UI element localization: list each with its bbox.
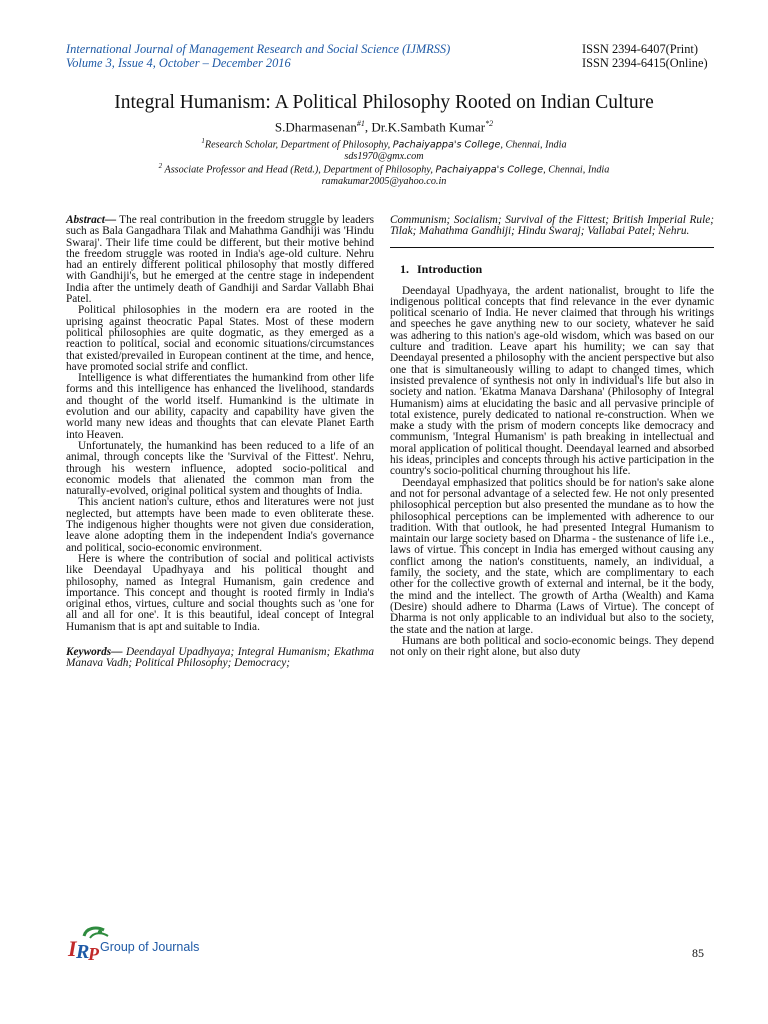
intro-paragraph: Deendayal emphasized that politics should be for nation's sake alone and not for personal advantage of a selected few. He not only presented philosophical perception but also presented the mundane as to how the philosophical perceptions can be implemented with adherence to our tradition. With that outlook, he had presented Integral Humanism to maintain our large society based on Dharma - the sustenance of life i.e., laws of virtue. This concept in India has emerged without causing any conflict among the nation's constituents, namely, an individual, a family, the society, and the state, which are complimentary to each other for the collective growth of external and internal, be it the body, the mind and the intellect. The growth of Artha (Wealth) and Kama (Desire) should adhere to Dharma (Laws of Virtue). The concept of Dharma is not only applicable to an individual but also to the society, the state and the nation at large. bbox=[390, 476, 714, 636]
affiliation-2-location: , Chennai, India bbox=[543, 164, 610, 176]
page-number: 85 bbox=[692, 946, 704, 960]
keywords-paragraph bbox=[66, 647, 374, 670]
section-number: 1. bbox=[400, 261, 409, 276]
abstract-paragraph bbox=[66, 215, 374, 305]
issn-online: ISSN 2394-6415(Online) bbox=[582, 56, 708, 70]
section-title: Introduction bbox=[417, 261, 483, 276]
issn-block bbox=[582, 42, 708, 70]
right-column bbox=[390, 215, 714, 658]
publisher-name: Group of Journals bbox=[100, 940, 200, 954]
abstract-label: Abstract— bbox=[66, 214, 117, 226]
svg-text:P: P bbox=[88, 944, 99, 964]
affiliation-2-text: Associate Professor and Head (Retd.), Department of Philosophy, bbox=[162, 164, 436, 176]
author-line bbox=[0, 116, 768, 134]
journal-header bbox=[66, 42, 450, 70]
intro-paragraph: Humans are both political and socio-economic beings. They depend not only on their right alone, but also duty bbox=[390, 634, 714, 659]
svg-text:I: I bbox=[68, 936, 77, 961]
affiliation-1-location: , Chennai, India bbox=[500, 139, 567, 151]
abstract-text: The real contribution in the freedom struggle by leaders such as Bala Gangadhara Tilak and Mahathma Gandhiji was 'Hindu Swaraj'. Their life time could be different, but their motive behind the freedom struggle was rooted in India's age-old culture. Nehru had an entirely different political philosophy that mostly differed with Gandhiji's, but he emerged at the centre stage in independent India after the untimely death of Gandhiji and Sardar Vallabh Bhai Patel. bbox=[66, 214, 374, 306]
abstract-paragraph: Unfortunately, the humankind has been reduced to a life of an animal, through concepts like the 'Survival of the Fittest'. Nehru, through his western influence, adopted socio-political and economic models that alienated the common man from the naturally-evolved, original political system and thoughts of India. bbox=[66, 439, 374, 498]
intro-paragraph: Deendayal Upadhyaya, the ardent nationalist, brought to life the indigenous political concepts that find relevance in the ever dynamic political scenario of India. He never claimed that through his writings and speeches he gave anything new to our society, whatever he said was adhering to this nation's age-old wisdom, which was based on our culture and tradition. Leave apart his humility; we can say that Deendayal presented a philosophy with the ancient perspective but also one that is simultaneously willing to adapt to changed times, which insisted prevalence of synthesis not only in individual's life but also in society and nation. 'Ekatma Manava Darshana' (Philosophy of Integral Humanism) aims at elucidating the basic and all pervasive principle of total existence, purely dedicated to national re-construction. When we make a study with the prism of modern concepts like democracy and communism, 'Integral Humanism' is path breaking in intellectual and moral application of political thought. Deendayal learned and absorbed his ideas, principles and concepts through his active participation in the country's socio-political churning throughout his life. bbox=[390, 284, 714, 478]
abstract-paragraph: Political philosophies in the modern era are rooted in the uprising against theocratic Papal States. Most of these modern political philosophies are quite dogmatic, as they emerged as a reaction to political, social and economic situations/circumstances that existed/prevailed in European continent at the time, and hence, have promoted social strife and conflict. bbox=[66, 304, 374, 373]
affiliation-1-email[interactable]: sds1970@gmx.com bbox=[344, 151, 424, 163]
keywords-continued: Communism; Socialism; Survival of the Fittest; British Imperial Rule; Tilak; Mahathma Gandhiji; Hindu Swaraj; Vallabai Patel; Nehru. bbox=[390, 214, 714, 238]
abstract-paragraph: Here is where the contribution of social and political activists like Deendayal Upadhyaya and his political thought and philosophy, named as Integral Humanism, gain credence and importance. This concept and thought is rooted firmly in India's original ethos, virtues, culture and social thoughts such as 'one for all and all for one'. It is this beautiful, ideal concept of Integral Humanism that is apt and suitable to India. bbox=[66, 552, 374, 633]
affiliation-2-email[interactable]: ramakumar2005@yahoo.co.in bbox=[321, 176, 447, 188]
journal-volume: Volume 3, Issue 4, October – December 2016 bbox=[66, 56, 291, 70]
journal-name: International Journal of Management Research and Social Science (IJMRSS) bbox=[66, 42, 451, 56]
section-divider bbox=[390, 247, 714, 248]
abstract-paragraph: Intelligence is what differentiates the humankind from other life forms and this intelligence has enhanced the livelihood, standards and thought of the world itself. Humankind is the ultimate in evolution and our ability, capacity and capability have given the world many new ideas and thoughts that can elevate Planet Earth into Heaven. bbox=[66, 372, 374, 441]
affiliation-2 bbox=[0, 160, 768, 188]
paper-title: Integral Humanism: A Political Philosophy Rooted on Indian Culture bbox=[114, 92, 654, 113]
affiliation-1-mark: 1 bbox=[201, 137, 205, 145]
affiliation-2-college: Pachaiyappa's College bbox=[435, 164, 544, 176]
issn-print: ISSN 2394-6407(Print) bbox=[582, 42, 698, 56]
abstract-paragraph: This ancient nation's culture, ethos and literatures were not just neglected, but attempts have been made to even obliterate these. The indigenous higher thoughts were not given due consideration, leave alone adopting them in the independent India's governance and political, socio-economic environment. bbox=[66, 496, 374, 554]
author-separator: , bbox=[364, 119, 372, 135]
svg-text:R: R bbox=[76, 941, 90, 963]
keywords-label: Keywords— bbox=[66, 645, 123, 658]
affiliation-2-mark: 2 bbox=[158, 162, 163, 170]
left-column bbox=[66, 215, 374, 670]
affiliation-1-text: Research Scholar, Department of Philosophy, bbox=[204, 139, 393, 151]
author-2-mark: *2 bbox=[485, 119, 494, 128]
author-2: Dr.K.Sambath Kumar bbox=[371, 119, 486, 135]
affiliation-1-college: Pachaiyappa's College bbox=[392, 139, 501, 151]
author-1: S.Dharmasenan bbox=[274, 119, 357, 135]
author-1-mark: #1 bbox=[356, 119, 365, 128]
section-heading bbox=[400, 262, 714, 276]
keywords-text: Deendayal Upadhyaya; Integral Humanism; Ekathma Manava Vadh; Political Philosophy; Democracy; bbox=[66, 645, 374, 670]
